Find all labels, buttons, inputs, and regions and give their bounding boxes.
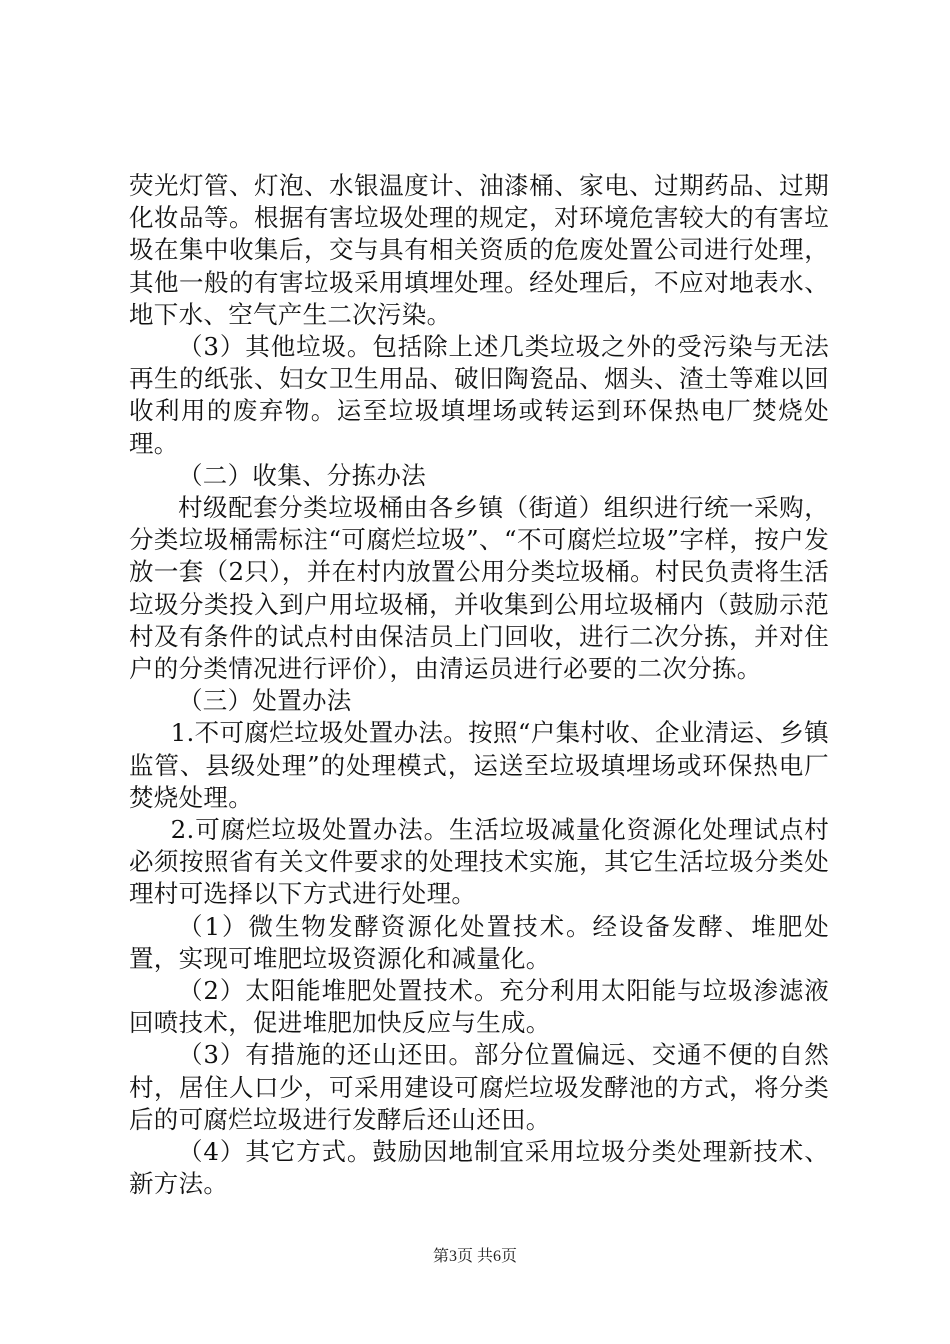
paragraph-other-waste: （3）其他垃圾。包括除上述几类垃圾之外的受污染与无法再生的纸张、妇女卫生用品、破旧陶瓷品、烟头、渣土等难以回收利用的废弃物。运至垃圾填埋场或转运到环保热电厂焚烧处理。 <box>129 332 829 458</box>
paragraph-solar-composting: （2）太阳能堆肥处置技术。充分利用太阳能与垃圾渗滤液回喷技术，促进堆肥加快反应与生成。 <box>129 976 829 1038</box>
page-number-footer: 第3页 共6页 <box>432 1248 517 1265</box>
paragraph-non-perishable-disposal: 1.不可腐烂垃圾处置办法。按照“户集村收、企业清运、乡镇监管、县级处理”的处理模式，运送至垃圾填埋场或环保热电厂焚烧处理。 <box>129 718 829 812</box>
paragraph-other-methods: （4）其它方式。鼓励因地制宜采用垃圾分类处理新技术、新方法。 <box>129 1137 829 1199</box>
section-heading-collection: （二）收集、分拣办法 <box>178 460 426 490</box>
paragraph-hazardous-waste: 荧光灯管、灯泡、水银温度计、油漆桶、家电、过期药品、过期化妆品等。根据有害垃圾处理的规定，对环境危害较大的有害垃圾在集中收集后，交与具有相关资质的危废处置公司进行处理，其他一般的有害垃圾采用填埋处理。经处理后，不应对地表水、地下水、空气产生二次污染。 <box>129 171 829 329</box>
paragraph-collection: 村级配套分类垃圾桶由各乡镇（街道）组织进行统一采购，分类垃圾桶需标注“可腐烂垃圾”、“不可腐烂垃圾”字样，按户发放一套（2只），并在村内放置公用分类垃圾桶。村民负责将生活垃圾分类投入到户用垃圾桶，并收集到公用垃圾桶内（鼓励示范村及有条件的试点村由保洁员上门回收，进行二次分拣，并对住户的分类情况进行评价），由清运员进行必要的二次分拣。 <box>129 493 829 684</box>
paragraph-return-to-field: （3）有措施的还山还田。部分位置偏远、交通不便的自然村，居住人口少，可采用建设可腐烂垃圾发酵池的方式，将分类后的可腐烂垃圾进行发酵后还山还田。 <box>129 1040 829 1134</box>
section-heading-disposal: （三）处置办法 <box>178 686 352 716</box>
paragraph-perishable-disposal: 2.可腐烂垃圾处置办法。生活垃圾减量化资源化处理试点村必须按照省有关文件要求的处理技术实施，其它生活垃圾分类处理村可选择以下方式进行处理。 <box>129 815 829 909</box>
document-body <box>129 170 829 1201</box>
paragraph-microbial-fermentation: （1）微生物发酵资源化处置技术。经设备发酵、堆肥处置，实现可堆肥垃圾资源化和减量化。 <box>129 911 829 973</box>
